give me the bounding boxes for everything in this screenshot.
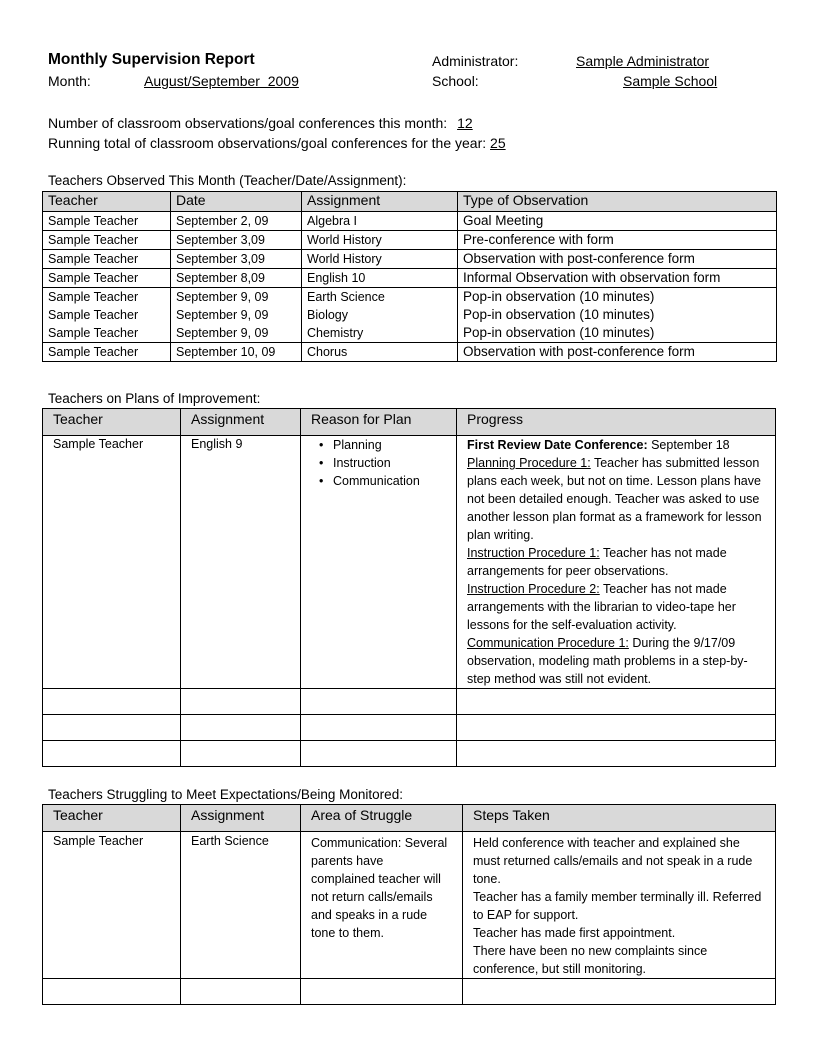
table-row [43, 269, 777, 288]
step-item: Teacher has a family member terminally ill. Referred to EAP for support. [473, 890, 762, 922]
list-item: • Communication [333, 472, 456, 490]
cell-text: September 3,09 [176, 252, 265, 266]
cell-text: Chemistry [307, 326, 364, 340]
review-line [467, 436, 767, 454]
observed-cell-teacher [43, 343, 171, 362]
cell-text: Observation with post-conference form [463, 251, 695, 266]
progress-cell [457, 436, 776, 689]
month-value: August/September 2009 [144, 73, 299, 89]
observed-cell-teacher [43, 269, 171, 288]
cell-text: Pop-in observation (10 minutes) [463, 289, 655, 304]
cell-text: Sample Teacher [48, 271, 139, 285]
col-header-progress: Progress [457, 409, 776, 436]
table-row [43, 741, 776, 767]
procedure-name: Planning Procedure 1: [467, 456, 591, 470]
observed-cell-type [458, 269, 777, 288]
col-header-teacher: Teacher [43, 409, 181, 436]
struggling-header-row [43, 805, 776, 832]
observed-cell-date [171, 269, 302, 288]
cell-text: September 9, 09 [176, 308, 269, 322]
procedure-item [467, 544, 767, 580]
improvement-header-row [43, 409, 776, 436]
col-header-assignment: Assignment [181, 805, 301, 832]
improvement-teacher: Sample Teacher [43, 436, 181, 689]
observed-cell-type [458, 212, 777, 231]
steps-list [473, 834, 765, 978]
col-header-steps: Steps Taken [463, 805, 776, 832]
yearly-count-line [48, 135, 506, 151]
monthly-count-label: Number of classroom observations/goal conferences this month: [48, 115, 448, 131]
cell-text: Sample Teacher [48, 326, 139, 340]
observed-header-row [43, 192, 777, 212]
col-header-type: Type of Observation [458, 192, 777, 212]
struggling-teacher: Sample Teacher [43, 832, 181, 979]
observed-cell-assignment [302, 212, 458, 231]
administrator-value: Sample Administrator [576, 53, 710, 69]
reasons-list [311, 436, 456, 490]
review-value: September 18 [647, 438, 730, 452]
procedure-text: Teacher has submitted lesson plans each week, but not on time. Lesson plans have not been detailed enough. Teacher was asked to use another lesson plan format as a framework for lesson plan writing. [467, 456, 762, 542]
observed-cell-date [171, 212, 302, 231]
procedure-name: Instruction Procedure 2: [467, 582, 600, 596]
cell-text: Biology [307, 308, 348, 322]
col-header-reason: Reason for Plan [301, 409, 457, 436]
cell-text: English 10 [307, 271, 366, 285]
procedure-item [467, 454, 767, 544]
procedure-name: Communication Procedure 1: [467, 636, 629, 650]
observed-cell-assignment [302, 231, 458, 250]
table-row [43, 231, 777, 250]
table-row [43, 288, 777, 343]
review-label: First Review Date Conference: [467, 438, 648, 452]
table-row [43, 343, 777, 362]
monthly-count-line [48, 115, 473, 131]
table-row [43, 436, 776, 689]
observed-cell-date [171, 288, 302, 343]
cell-text: Chorus [307, 345, 348, 359]
procedure-item [467, 580, 767, 634]
cell-text: September 3,09 [176, 233, 265, 247]
cell-text: Pop-in observation (10 minutes) [463, 307, 655, 322]
cell-text: Sample Teacher [48, 290, 139, 304]
cell-text: Pop-in observation (10 minutes) [463, 325, 655, 340]
cell-text: World History [307, 233, 382, 247]
cell-text: Earth Science [307, 290, 385, 304]
procedure-name: Instruction Procedure 1: [467, 546, 600, 560]
yearly-count-value: 25 [490, 135, 506, 151]
page-title: Monthly Supervision Report [48, 51, 255, 68]
improvement-section-label: Teachers on Plans of Improvement: [48, 391, 261, 406]
table-row [43, 979, 776, 1005]
procedure-item [467, 634, 767, 688]
cell-text: September 9, 09 [176, 326, 269, 340]
observed-cell-teacher [43, 231, 171, 250]
observed-cell-type [458, 343, 777, 362]
cell-text: Sample Teacher [48, 345, 139, 359]
reasons-cell [301, 436, 457, 689]
observed-cell-teacher [43, 250, 171, 269]
cell-text: Sample Teacher [48, 252, 139, 266]
struggling-table [42, 804, 776, 1005]
list-item: • Planning [333, 436, 456, 454]
col-header-area: Area of Struggle [301, 805, 463, 832]
procedure-text: Teacher has not made arrangements for peer observations. [467, 546, 727, 578]
observed-cell-assignment [302, 288, 458, 343]
cell-text: September 9, 09 [176, 290, 269, 304]
observed-cell-assignment [302, 269, 458, 288]
col-header-teacher: Teacher [43, 805, 181, 832]
table-row [43, 212, 777, 231]
school-label: School: [432, 73, 479, 89]
list-item: • Instruction [333, 454, 456, 472]
cell-text: September 8,09 [176, 271, 265, 285]
observed-cell-type [458, 288, 777, 343]
struggling-section-label: Teachers Struggling to Meet Expectations/Being Monitored: [48, 787, 403, 802]
administrator-label: Administrator: [432, 53, 519, 69]
procedure-text: Teacher has not made arrangements with the librarian to video-tape her lessons for the self-evaluation activity. [467, 582, 736, 632]
cell-text: September 10, 09 [176, 345, 276, 359]
table-row [43, 715, 776, 741]
observed-cell-teacher [43, 212, 171, 231]
cell-text: Sample Teacher [48, 214, 139, 228]
monthly-count-value: 12 [457, 115, 473, 131]
table-row [43, 832, 776, 979]
col-header-date: Date [171, 192, 302, 212]
step-item: There have been no new complaints since conference, but still monitoring. [473, 944, 708, 976]
observed-section-label: Teachers Observed This Month (Teacher/Date/Assignment): [48, 173, 407, 188]
table-row [43, 689, 776, 715]
col-header-teacher: Teacher [43, 192, 171, 212]
cell-text: September 2, 09 [176, 214, 269, 228]
cell-text: World History [307, 252, 382, 266]
steps-cell [463, 832, 776, 979]
observed-cell-date [171, 231, 302, 250]
col-header-assignment: Assignment [302, 192, 458, 212]
step-item: Held conference with teacher and explained she must returned calls/emails and not speak in a rude tone. [473, 836, 753, 886]
observed-cell-date [171, 250, 302, 269]
cell-text: Goal Meeting [463, 213, 544, 228]
improvement-table [42, 408, 776, 767]
month-label: Month: [48, 73, 91, 89]
observed-cell-type [458, 250, 777, 269]
cell-text: Sample Teacher [48, 308, 139, 322]
school-value: Sample School [623, 73, 718, 89]
step-item: Teacher has made first appointment. [473, 926, 676, 940]
cell-text: Observation with post-conference form [463, 344, 695, 359]
observed-cell-assignment [302, 343, 458, 362]
observed-table [42, 191, 777, 362]
observed-cell-date [171, 343, 302, 362]
cell-text: Algebra I [307, 214, 358, 228]
cell-text: Pre-conference with form [463, 232, 614, 247]
struggling-assignment: Earth Science [181, 832, 301, 979]
observed-cell-teacher [43, 288, 171, 343]
yearly-count-label: Running total of classroom observations/goal conferences for the year: [48, 135, 487, 151]
col-header-assignment: Assignment [181, 409, 301, 436]
improvement-assignment: English 9 [181, 436, 301, 689]
observed-cell-type [458, 231, 777, 250]
cell-text: Sample Teacher [48, 233, 139, 247]
observed-cell-assignment [302, 250, 458, 269]
cell-text: Informal Observation with observation form [463, 270, 721, 285]
procedure-text: During the 9/17/09 observation, modeling math problems in a step-by-step method was still not evident. [467, 636, 748, 686]
table-row [43, 250, 777, 269]
struggling-area: Communication: Several parents have complained teacher will not return calls/emails and speaks in a rude tone to them. [301, 832, 463, 979]
procedures-list [467, 454, 767, 688]
